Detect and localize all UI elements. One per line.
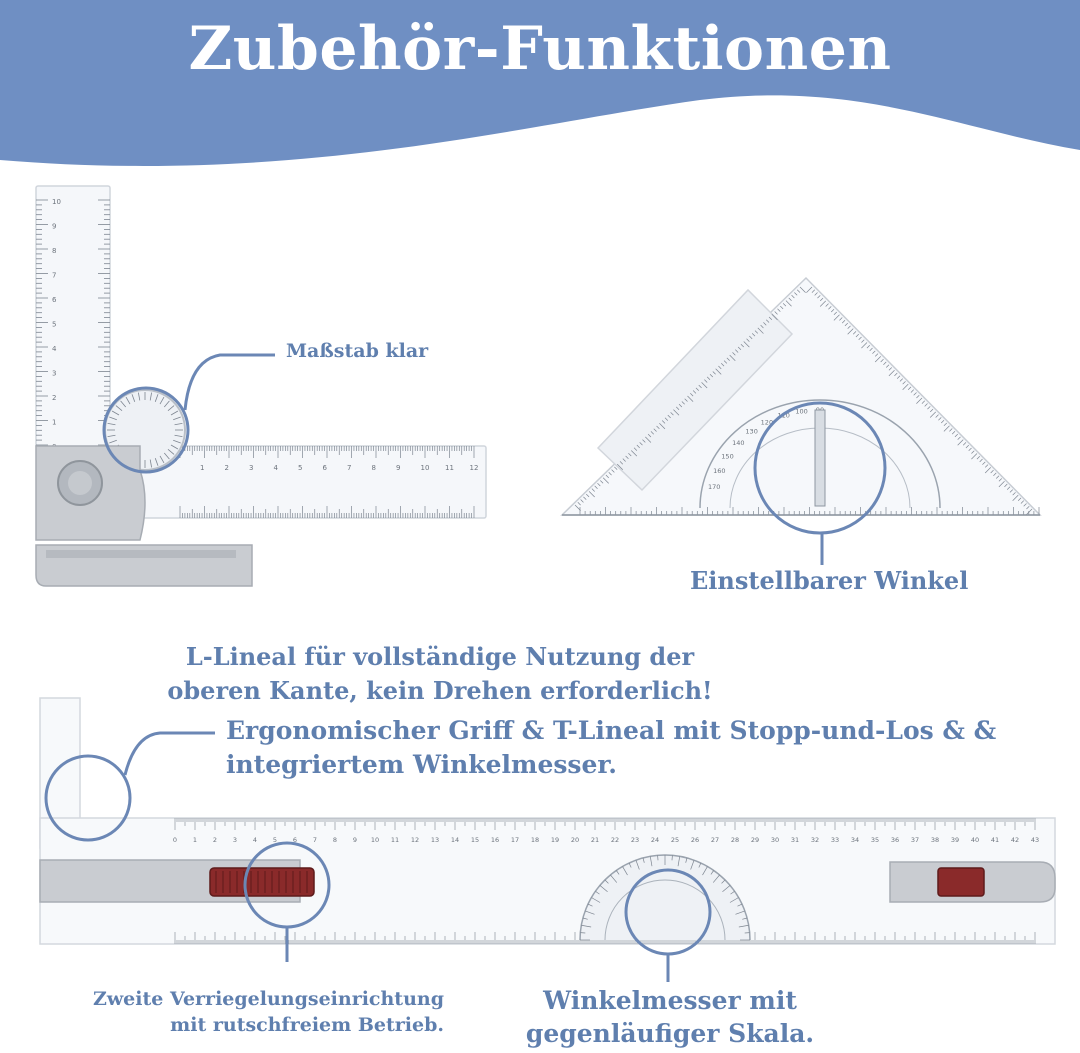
folding-ruler (36, 186, 486, 586)
ruler-number: 4 (52, 345, 57, 353)
ruler-number: 38 (930, 836, 940, 844)
ruler-number: 12 (469, 464, 479, 472)
ruler-number: 11 (390, 836, 400, 844)
protractor-number: 150 (721, 452, 734, 461)
lock-knob-center (68, 471, 92, 495)
label-zweite-line-1: Zweite Verriegelungseinrichtung (92, 988, 444, 1010)
ruler-number: 28 (730, 836, 740, 844)
ruler-number: 32 (810, 836, 820, 844)
ruler-number: 42 (1010, 836, 1020, 844)
ruler-number: 36 (890, 836, 900, 844)
label-massstab (286, 340, 428, 362)
ruler-number: 1 (200, 464, 205, 472)
right-lock-grip (938, 868, 984, 896)
ruler-number: 13 (430, 836, 440, 844)
ruler-number: 6 (292, 836, 298, 844)
ruler-number: 17 (510, 836, 520, 844)
ruler-number: 20 (570, 836, 580, 844)
ruler-number: 3 (232, 836, 238, 844)
ruler-number: 3 (249, 464, 254, 472)
label-l-lineal (140, 640, 740, 708)
callout-leader (125, 733, 215, 775)
ruler-number: 14 (450, 836, 460, 844)
set-square (562, 278, 1040, 515)
ruler-number: 24 (650, 836, 660, 844)
ruler-number: 16 (490, 836, 500, 844)
ruler-number: 22 (610, 836, 620, 844)
ruler-number: 15 (470, 836, 480, 844)
label-winkelmesser (500, 984, 840, 1050)
ruler-number: 12 (410, 836, 420, 844)
ruler-number: 29 (750, 836, 760, 844)
ruler-number: 2 (52, 394, 57, 402)
page-title: Zubehör-Funktionen (188, 14, 892, 84)
ruler-number: 27 (710, 836, 720, 844)
ruler-number: 7 (312, 836, 318, 844)
ruler-number: 10 (370, 836, 380, 844)
ruler-number: 10 (52, 198, 61, 206)
callout-leader (185, 355, 275, 410)
ruler-number: 5 (272, 836, 278, 844)
ruler-number: 9 (396, 464, 401, 472)
ruler-number: 39 (950, 836, 960, 844)
ruler-number: 8 (52, 247, 57, 255)
ruler-number: 6 (322, 464, 327, 472)
ruler-number: 7 (347, 464, 352, 472)
ruler-number: 2 (212, 836, 218, 844)
label-l-lineal-line-1: L-Lineal für vollständige Nutzung der (185, 642, 695, 671)
ruler-number: 25 (670, 836, 680, 844)
protractor-number: 130 (745, 427, 758, 436)
label-winkelmesser-line-2: gegenläufiger Skala. (525, 1019, 815, 1048)
ruler-number: 5 (52, 320, 57, 329)
ruler-number: 41 (990, 836, 1000, 844)
ruler-number: 1 (192, 836, 198, 844)
label-winkel-text: Einstellbarer Winkel (690, 566, 969, 595)
ruler-number: 9 (52, 222, 57, 231)
ruler-number: 4 (252, 836, 258, 844)
ruler-number: 21 (590, 836, 600, 844)
ruler-number: 33 (830, 836, 840, 844)
protractor-number: 110 (777, 411, 790, 420)
label-winkelmesser-line-1: Winkelmesser mit (543, 986, 797, 1015)
ruler-number: 34 (850, 836, 860, 844)
ruler-number: 8 (371, 464, 376, 472)
ruler-number: 9 (352, 836, 358, 844)
ruler-number: 8 (332, 836, 338, 844)
protractor-number: 170 (707, 482, 721, 491)
protractor-number: 120 (760, 418, 774, 427)
ruler-number: 6 (52, 296, 57, 304)
label-zweite-line-2: mit rutschfreiem Betrieb. (170, 1014, 444, 1036)
ruler-number: 0 (172, 836, 178, 844)
set-square-center-scale (815, 410, 825, 506)
ruler-number: 23 (630, 836, 640, 844)
protractor-number: 140 (732, 439, 745, 448)
ruler-number: 43 (1030, 836, 1040, 844)
ruler-number: 3 (52, 369, 57, 378)
label-massstab-text: Maßstab klar (286, 340, 429, 362)
left-lock-grip (210, 868, 314, 896)
ruler-number: 7 (52, 271, 57, 280)
ruler-number: 5 (298, 464, 303, 472)
ruler-number: 2 (224, 464, 229, 472)
label-zweite (40, 986, 444, 1038)
label-griff-line-2: integriertem Winkelmesser. (226, 750, 617, 779)
ruler-number: 40 (970, 836, 980, 844)
ruler-number: 10 (420, 464, 430, 472)
ruler-number: 1 (52, 418, 57, 427)
ruler-number: 4 (273, 464, 278, 472)
vertical-ruler-body (36, 186, 110, 448)
clamp-slot (46, 550, 236, 558)
ruler-number: 35 (870, 836, 880, 844)
label-l-lineal-line-2: oberen Kante, kein Drehen erforderlich! (167, 676, 713, 705)
ruler-number: 31 (790, 836, 800, 844)
protractor-number: 100 (795, 407, 808, 416)
ruler-number: 18 (530, 836, 540, 844)
label-winkel (690, 566, 968, 595)
label-griff (226, 714, 996, 782)
ruler-number: 11 (445, 464, 454, 472)
ruler-number: 37 (910, 836, 920, 844)
ruler-number: 19 (550, 836, 560, 844)
ruler-number: 30 (770, 836, 780, 844)
label-griff-line-1: Ergonomischer Griff & T-Lineal mit Stopp-und-Los & & (226, 716, 997, 745)
protractor-number: 160 (713, 467, 726, 476)
horizontal-ruler-body (140, 446, 486, 518)
ruler-number: 26 (690, 836, 700, 844)
